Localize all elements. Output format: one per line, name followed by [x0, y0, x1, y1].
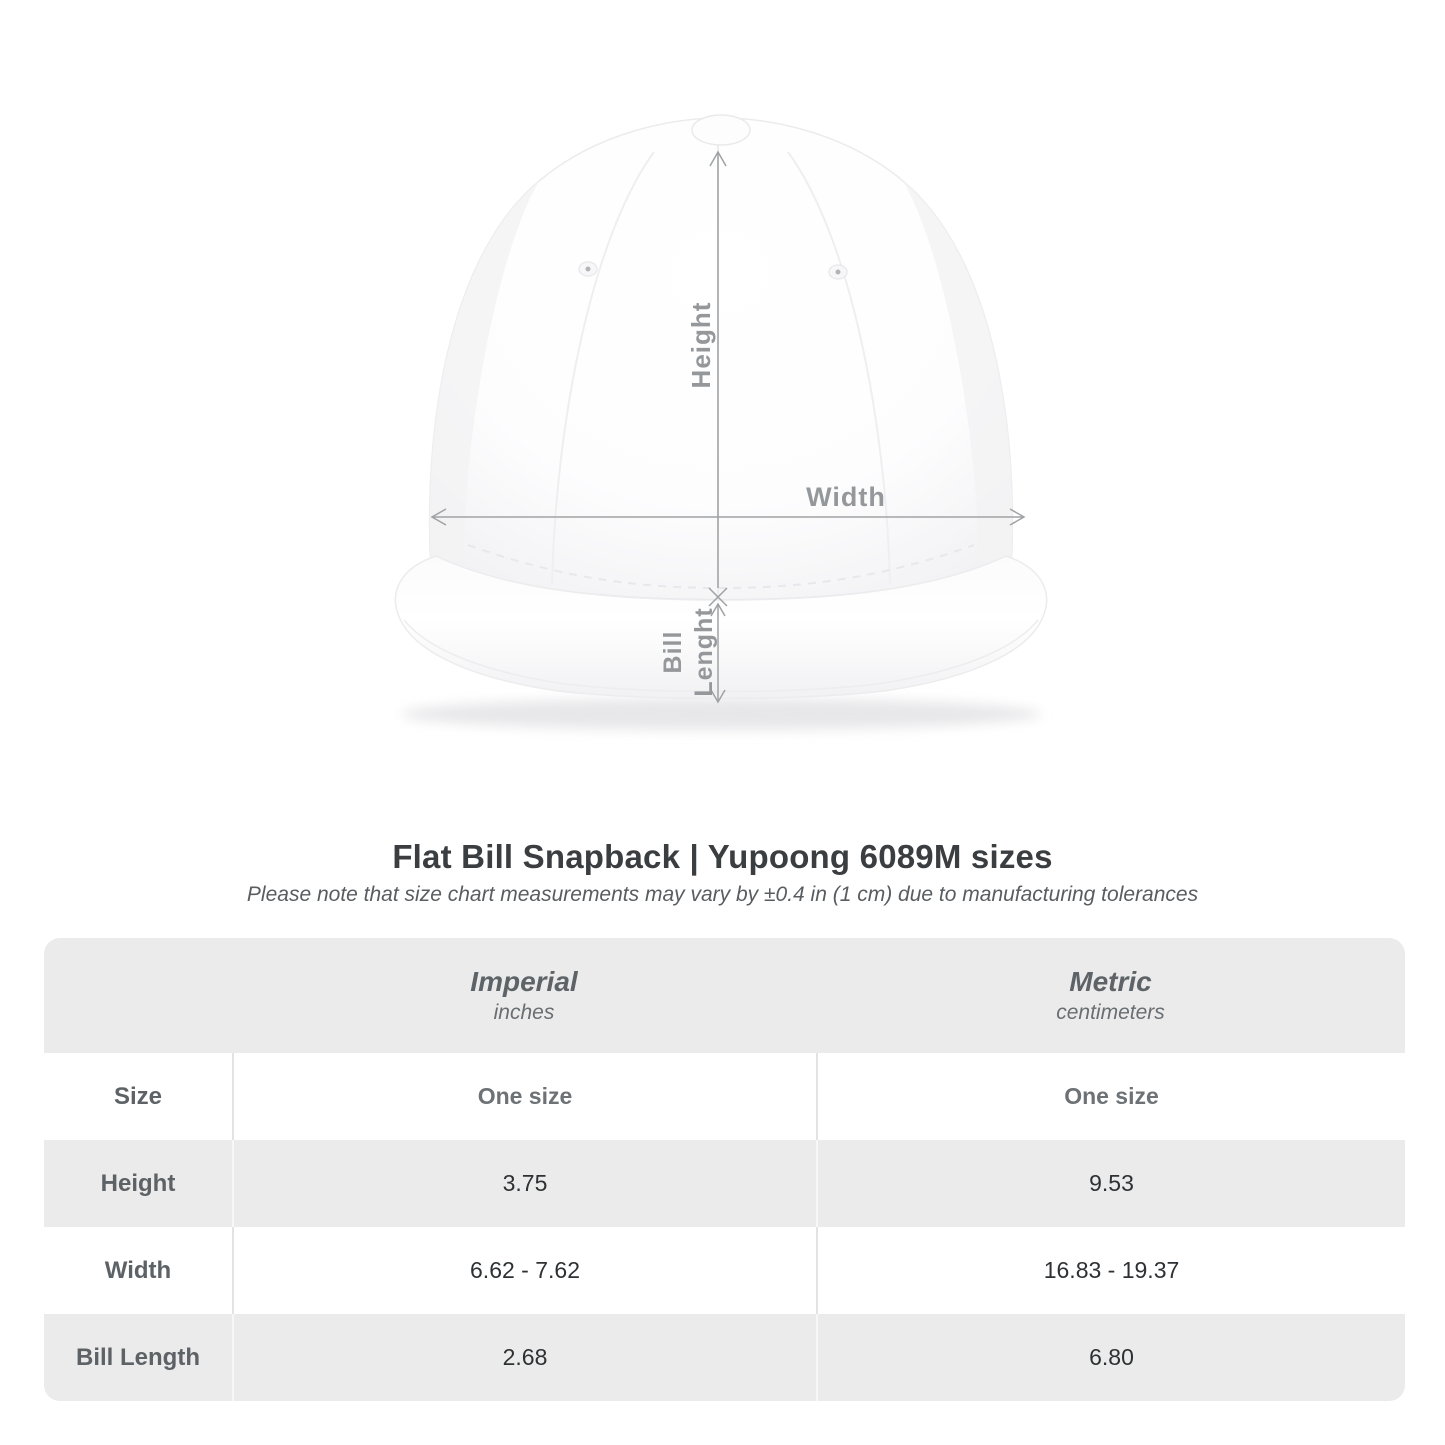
- table-header-imperial: [232, 938, 816, 1053]
- row-label: Width: [104, 1256, 172, 1284]
- imperial-value: One size: [232, 1053, 816, 1140]
- metric-header-label: Metric: [1069, 966, 1152, 997]
- hat-crown: [430, 118, 1013, 602]
- row-label: Height: [100, 1169, 176, 1197]
- imperial-value: 6.62 - 7.62: [232, 1227, 816, 1314]
- heading-block: [0, 838, 1445, 907]
- table-row-size: [44, 1053, 1405, 1140]
- page-title: Flat Bill Snapback | Yupoong 6089M sizes: [392, 838, 1053, 875]
- hat-eyelet-left: [579, 262, 597, 276]
- imperial-header-label: Imperial: [470, 966, 578, 997]
- width-dimension-label: Width: [806, 482, 886, 512]
- hat-shadow: [401, 698, 1041, 730]
- row-label: Bill Length: [76, 1343, 200, 1371]
- table-row-bill-length: [44, 1314, 1405, 1401]
- table-header-spacer: [44, 938, 232, 1053]
- table-header-metric: [816, 938, 1405, 1053]
- bill-length-dimension-label-line1: Bill: [659, 630, 687, 674]
- metric-value: 6.80: [816, 1314, 1405, 1401]
- metric-value: 16.83 - 19.37: [816, 1227, 1405, 1314]
- metric-header-unit: centimeters: [1056, 1001, 1165, 1024]
- imperial-header-unit: inches: [493, 1001, 555, 1024]
- row-label: Size: [113, 1082, 163, 1110]
- table-row-width: [44, 1227, 1405, 1314]
- bill-length-dimension-label-line2: Lenght: [690, 607, 718, 697]
- size-chart-table: [44, 938, 1405, 1401]
- metric-value: One size: [816, 1053, 1405, 1140]
- page-subtitle: Please note that size chart measurements may vary by ±0.4 in (1 cm) due to manufacturing tolerances: [246, 883, 1199, 906]
- hat-top-button: [692, 115, 750, 145]
- metric-value: 9.53: [816, 1140, 1405, 1227]
- table-header-row: [44, 938, 1405, 1053]
- height-dimension-label: Height: [686, 301, 716, 389]
- hat-eyelet-right: [829, 265, 847, 279]
- imperial-value: 2.68: [232, 1314, 816, 1401]
- imperial-value: 3.75: [232, 1140, 816, 1227]
- table-row-height: [44, 1140, 1405, 1227]
